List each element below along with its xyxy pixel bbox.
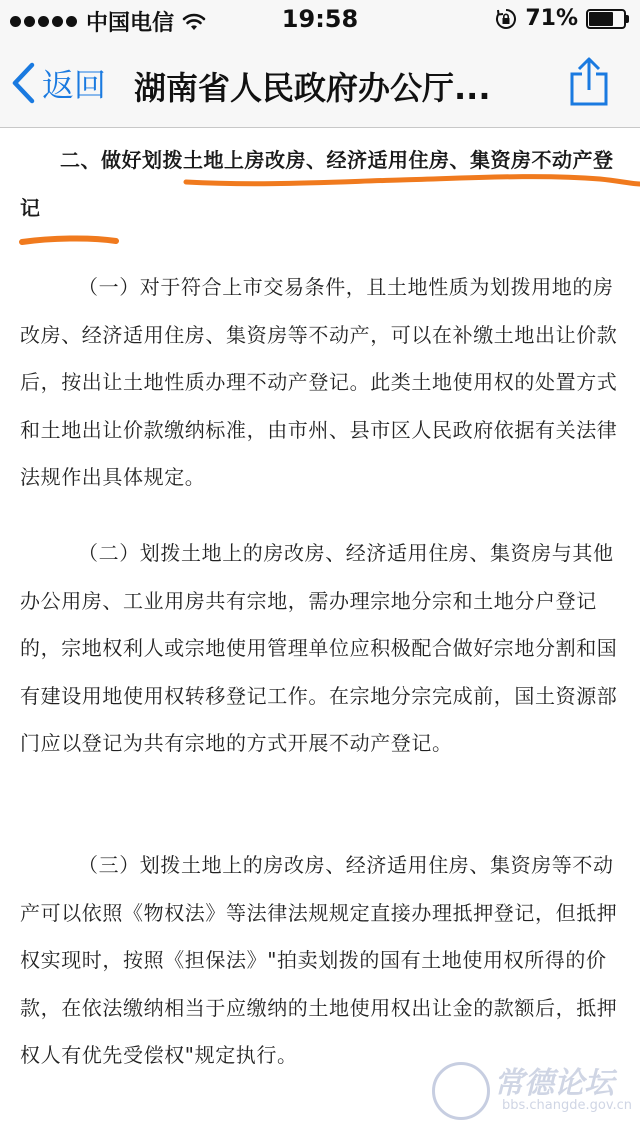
battery-fill bbox=[589, 12, 613, 26]
back-label: 返回 bbox=[42, 66, 107, 104]
rotation-lock-icon bbox=[495, 8, 517, 30]
paragraph-2: （二）划拨土地上的房改房、经济适用住房、集资房与其他办公用房、工业用房共有宗地，需办理宗地分宗和土地分户登记的，宗地权利人或宗地使用管理单位应积极配合做好宗地分割和国有建设用地使用权转移登记工作。在宗地分宗完成前，国土资源部门应以登记为共有宗地的方式开展不动产登记。 bbox=[20, 541, 618, 755]
watermark-text: 常德论坛 bbox=[494, 1066, 614, 1101]
chevron-left-icon bbox=[10, 61, 36, 105]
back-button[interactable] bbox=[10, 60, 106, 106]
paragraph-3: （三）划拨土地上的房改房、经济适用住房、集资房等不动产可以依照《物权法》等法律法规规定直接办理抵押登记，但抵押权实现时，按照《担保法》"拍卖划拨的国有土地使用权所得的价款，在依法缴纳相当于应缴纳的土地使用权出让金的款额后，抵押权人有优先受偿权"规定执行。 bbox=[20, 853, 618, 1067]
watermark-logo bbox=[432, 1058, 632, 1128]
article-content bbox=[0, 128, 640, 1136]
battery-icon bbox=[586, 9, 630, 29]
carrier-name: 中国电信 bbox=[86, 11, 175, 36]
section-heading: 二、做好划拨土地上房改房、经济适用住房、集资房不动产登记 bbox=[20, 148, 614, 220]
paragraph-1: （一）对于符合上市交易条件，且土地性质为划拨用地的房改房、经济适用住房、集资房等不动产，可以在补缴土地出让价款后，按出让土地性质办理不动产登记。此类土地使用权的处置方式和土地出让价款缴纳标准，由市州、县市区人民政府依据有关法律法规作出具体规定。 bbox=[20, 275, 618, 489]
page-title: 湖南省人民政府办公厅... bbox=[134, 69, 491, 107]
watermark-url: bbs.changde.gov.cn bbox=[502, 1098, 633, 1113]
forum-seal-icon bbox=[432, 1062, 490, 1120]
status-right bbox=[495, 6, 630, 31]
status-time: 19:58 bbox=[281, 5, 359, 33]
status-bar bbox=[0, 0, 640, 40]
share-icon[interactable] bbox=[566, 56, 612, 108]
battery-percent: 71% bbox=[525, 6, 578, 31]
navigation-bar bbox=[0, 40, 640, 128]
